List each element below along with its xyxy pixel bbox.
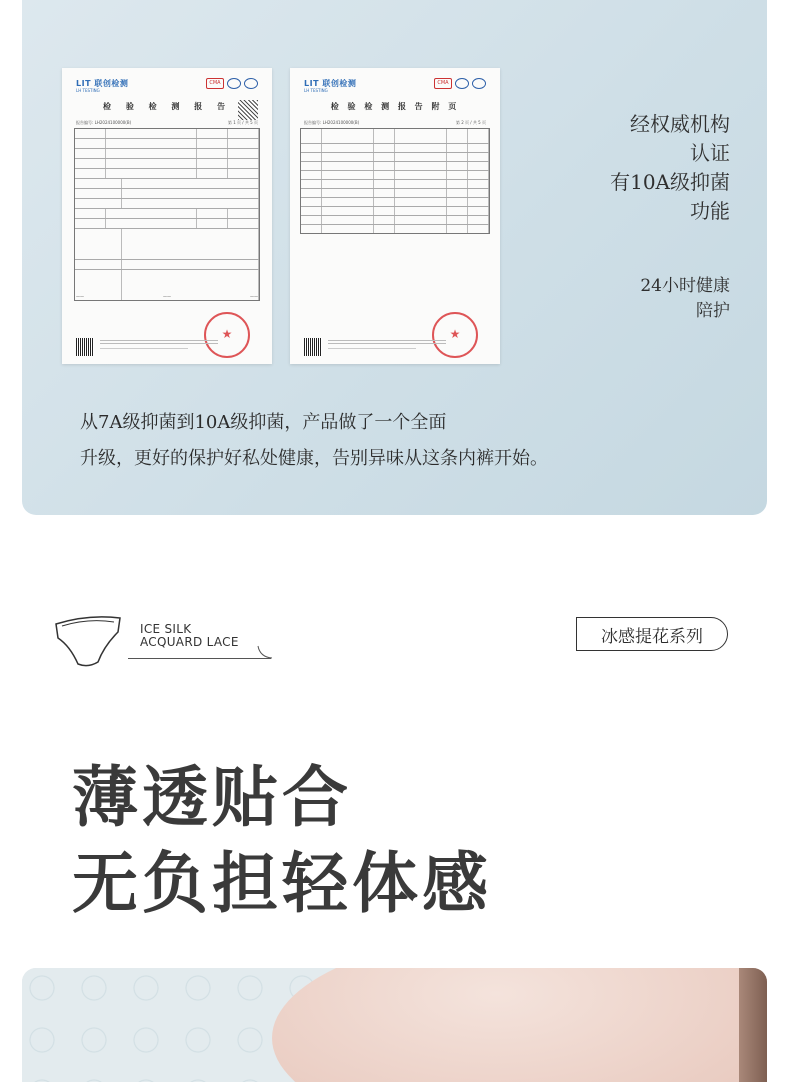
tag-underline-hook — [256, 644, 274, 660]
report-number-label: 报告编号: LH2024100000(B) — [76, 120, 132, 125]
claim-line: 陪护 — [696, 301, 730, 321]
model-body-image — [272, 968, 767, 1082]
claim-line: 认证 — [690, 141, 730, 165]
footer-qr-icon — [304, 338, 322, 356]
series-badge: 冰感提花系列 — [576, 617, 728, 651]
report-page-count: 第 2 页 / 共 5 页 — [455, 120, 486, 125]
headline-line-1: 薄透贴合 — [72, 759, 352, 836]
inspection-seal-icon: ★ — [432, 312, 478, 358]
report-table — [74, 128, 260, 301]
authority-claim — [610, 110, 730, 226]
report-number — [76, 120, 258, 126]
claim-line: 24小时健康 — [640, 276, 730, 296]
product-photo — [22, 968, 767, 1082]
cnas-mark-icon — [472, 78, 486, 89]
accreditation-marks — [434, 78, 486, 89]
report-title: 检 验 检 测 报 告 附 页 — [330, 101, 460, 111]
test-report-page-1 — [62, 68, 272, 364]
care-claim — [640, 274, 730, 324]
inspection-seal-icon: ★ — [204, 312, 250, 358]
lab-logo-subtitle: LH TESTING — [76, 88, 100, 93]
accreditation-marks — [206, 78, 258, 89]
test-report-page-2 — [290, 68, 500, 364]
report-page-count: 第 1 页 / 共 5 页 — [227, 120, 258, 125]
report-number — [304, 120, 486, 126]
report-footer — [76, 338, 258, 358]
description-line-1: 从7A级抑菌到10A级抑菌，产品做了一个全面 — [80, 412, 447, 433]
report-footer — [304, 338, 486, 358]
cnas-mark-icon — [244, 78, 258, 89]
photo-edge-shadow — [739, 968, 767, 1082]
claim-line: 有10A级抑菌 — [610, 170, 730, 194]
lab-logo: LIT 联创检测 — [76, 79, 129, 88]
report-title: 检 验 检 测 报 告 — [103, 101, 231, 111]
ilac-mark-icon — [455, 78, 469, 89]
english-tag-line-1: ICE SILK — [140, 622, 192, 636]
panty-outline-icon — [52, 610, 124, 668]
claim-line: 功能 — [690, 199, 730, 223]
cma-mark-icon: CMA — [434, 78, 452, 89]
lab-logo-subtitle: LH TESTING — [304, 88, 328, 93]
ilac-mark-icon — [227, 78, 241, 89]
english-tag-line-2: ACQUARD LACE — [140, 635, 239, 649]
signature-line: —— —— —— — [76, 294, 258, 299]
report-number-label: 报告编号: LH2024100000(B) — [304, 120, 360, 125]
description-line-2: 升级，更好的保护好私处健康，告别异味从这条内裤开始。 — [80, 448, 548, 469]
tag-underline — [128, 658, 271, 659]
footer-qr-icon — [76, 338, 94, 356]
claim-line: 经权威机构 — [630, 112, 730, 136]
headline-line-2: 无负担轻体感 — [72, 845, 492, 922]
cma-mark-icon: CMA — [206, 78, 224, 89]
report-appendix-table — [300, 128, 490, 234]
lab-logo: LIT 联创检测 — [304, 79, 357, 88]
